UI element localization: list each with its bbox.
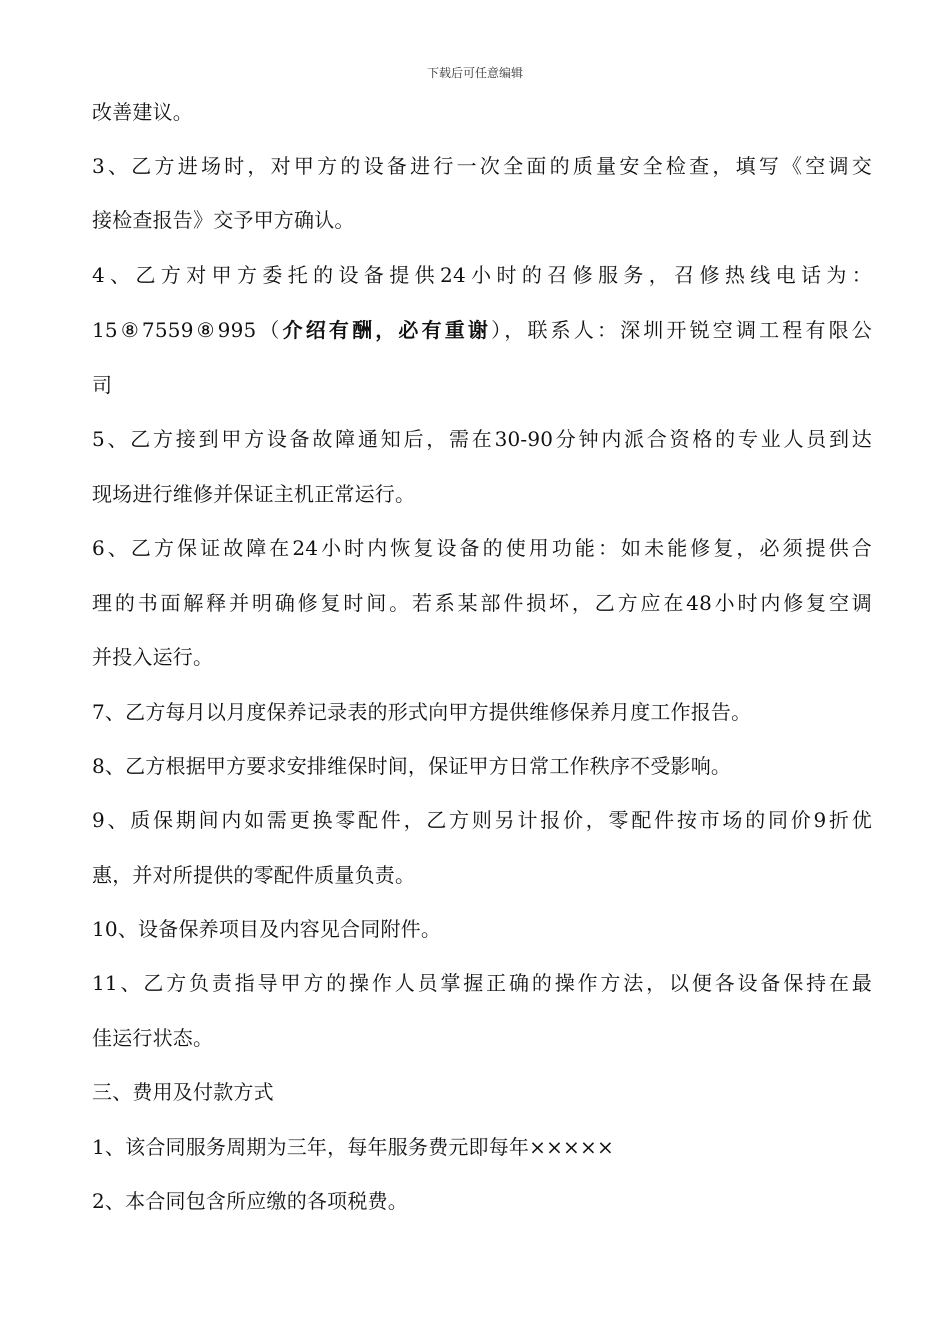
text-line: 5、乙方接到甲方设备故障通知后，需在30-90分钟内派合资格的专业人员到达 — [92, 427, 872, 451]
text-line: 1、该合同服务周期为三年，每年服务费元即每年××××× — [92, 1135, 614, 1159]
text-line: 3、乙方进场时，对甲方的设备进行一次全面的质量安全检查，填写《空调交 — [92, 154, 872, 178]
section-heading: 三、费用及付款方式 — [92, 1080, 274, 1104]
text-line: 现场进行维修并保证主机正常运行。 — [92, 482, 416, 506]
text-line: 佳运行状态。 — [92, 1026, 214, 1050]
text-line: 4、乙方对甲方委托的设备提供24小时的召修服务，召修热线电话为： — [92, 263, 872, 287]
text-line: 理的书面解释并明确修复时间。若系某部件损坏，乙方应在48小时内修复空调 — [92, 591, 872, 615]
bold-note: 介绍有酬，必有重谢 — [282, 318, 492, 342]
text-line: 惠，并对所提供的零配件质量负责。 — [92, 863, 416, 887]
text-line: 接检查报告》交予甲方确认。 — [92, 208, 355, 232]
phone-number: 15⑧7559⑧995（ — [92, 318, 283, 342]
page-header: 下载后可任意编辑 — [426, 66, 523, 80]
text-line: 2、本合同包含所应缴的各项税费。 — [92, 1189, 408, 1213]
phone-line — [92, 316, 872, 344]
text-line: 并投入运行。 — [92, 645, 214, 669]
text-line: 9、质保期间内如需更换零配件，乙方则另计报价，零配件按市场的同价9折优 — [92, 808, 872, 832]
text-line: 司 — [92, 373, 113, 397]
contact-text: ），联系人：深圳开锐空调工程有限公 — [491, 318, 872, 342]
text-line: 8、乙方根据甲方要求安排维保时间，保证甲方日常工作秩序不受影响。 — [92, 754, 732, 778]
text-line: 10、设备保养项目及内容见合同附件。 — [92, 917, 442, 941]
text-line: 7、乙方每月以月度保养记录表的形式向甲方提供维修保养月度工作报告。 — [92, 700, 752, 724]
text-line: 改善建议。 — [92, 100, 193, 124]
text-line: 6、乙方保证故障在24小时内恢复设备的使用功能：如未能修复，必须提供合 — [92, 536, 872, 560]
text-line: 11、乙方负责指导甲方的操作人员掌握正确的操作方法，以便各设备保持在最 — [92, 971, 872, 995]
